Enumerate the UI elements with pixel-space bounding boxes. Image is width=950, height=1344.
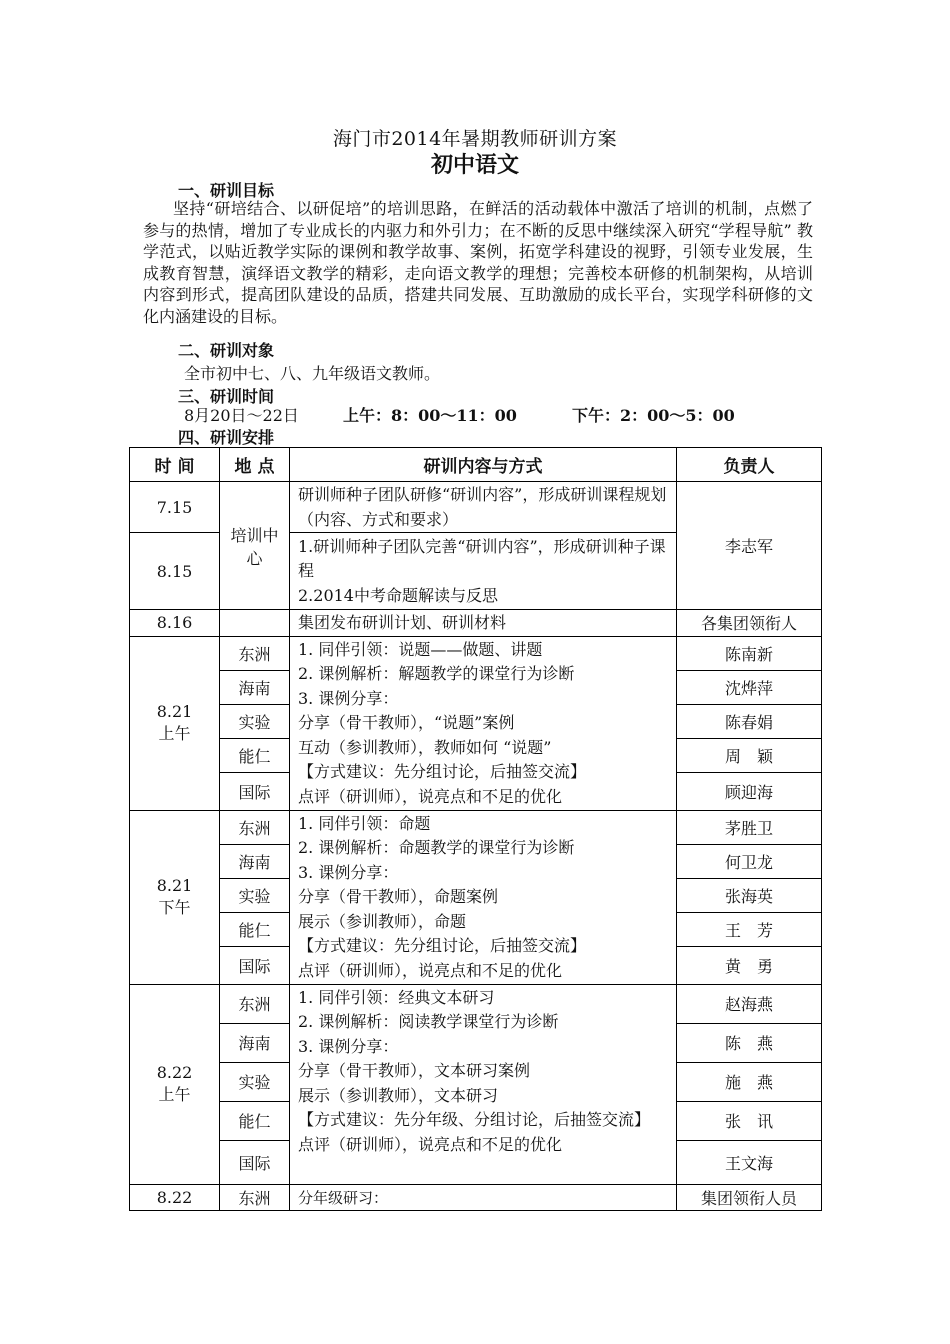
content-line: 2. 课例解析：命题教学的课堂行为诊断: [298, 838, 575, 857]
content-line: 分享（骨干教师），命题案例: [298, 887, 499, 906]
cell-owner: 周 颖: [677, 738, 822, 772]
header-location: 地 点: [220, 448, 290, 482]
section-target-text: 全市初中七、八、九年级语文教师。: [184, 364, 441, 383]
cell-owner: 王 芳: [677, 912, 822, 946]
section-goal-text: 坚持“研培结合、以研促培”的培训思路，在鲜活的活动载体中激活了培训的机制，点燃了参与的热情，增加了专业成长的内驱力和外引力；在不断的反思中继续深入研究“学程导航” 教学范式，以贴近教学实际的课例和教学故事、案例，拓宽学科建设的视野，引领专业发展，生成教育智慧，演绎语文教学的精彩，走向语文教学的理想；完善校本研修的机制架构，从培训内容到形式，提高团队建设的品质，搭建共同发展、互助激励的成长平台，实现学科研修的文化内涵建设的目标。: [143, 199, 813, 326]
cell-location: 能仁: [220, 738, 290, 772]
content-line: 1. 同伴引领：说题——做题、讲题: [298, 639, 543, 659]
cell-owner: 施 燕: [677, 1062, 822, 1101]
cell-time: [130, 810, 220, 984]
cell-location: 海南: [220, 1023, 290, 1062]
cell-time: [130, 984, 220, 1184]
document-subtitle: 初中语文: [430, 152, 519, 178]
cell-location: [220, 610, 290, 637]
cell-location: 东洲: [220, 636, 290, 670]
cell-location: 能仁: [220, 1101, 290, 1140]
section-time-morning: 上午：8：00～11：00: [343, 406, 517, 425]
cell-location: 东洲: [220, 810, 290, 844]
content-line: 【方式建议：先分年级、分组讨论，后抽签交流】: [298, 1110, 651, 1129]
time-period: 上午: [158, 1085, 191, 1104]
cell-owner: 李志军: [677, 482, 822, 610]
time-date: 8.21: [156, 702, 193, 721]
document-title: 海门市2014年暑期教师研训方案: [332, 128, 618, 150]
cell-owner: 何卫龙: [677, 844, 822, 878]
cell-location: 国际: [220, 772, 290, 810]
cell-content: [290, 533, 677, 610]
time-date: 8.21: [156, 876, 193, 895]
content-line: 3. 课例分享：: [298, 862, 399, 882]
cell-location: 国际: [220, 1140, 290, 1184]
cell-location: 实验: [220, 878, 290, 912]
cell-time: 7.15: [130, 482, 220, 533]
cell-owner: 陈南新: [677, 636, 822, 670]
content-line: 互动（参训教师），教师如何 “说题”: [298, 737, 552, 757]
cell-location: 海南: [220, 670, 290, 704]
content-line: 2.2014中考命题解读与反思: [298, 585, 498, 605]
content-line: 点评（研训师），说亮点和不足的优化: [298, 960, 563, 980]
content-line: 分享（骨干教师），“说题”案例: [298, 713, 515, 732]
header-content: 研训内容与方式: [290, 448, 677, 482]
cell-time: 8.16: [130, 610, 220, 637]
content-line: 3. 课例分享：: [298, 688, 399, 708]
cell-owner: 沈烨萍: [677, 670, 822, 704]
content-line: 点评（研训师），说亮点和不足的优化: [298, 1134, 563, 1154]
section-goal-heading: 一、研训目标: [178, 181, 275, 200]
cell-time: 8.22: [130, 1184, 220, 1211]
content-line: 【方式建议：先分组讨论，后抽签交流】: [298, 762, 587, 781]
cell-owner: 顾迎海: [677, 772, 822, 810]
cell-owner: 茅胜卫: [677, 810, 822, 844]
content-line: 1. 同伴引领：命题: [298, 813, 431, 833]
header-time: 时 间: [130, 448, 220, 482]
cell-location: 实验: [220, 704, 290, 738]
section-time-afternoon: 下午：2：00～5：00: [572, 406, 735, 425]
cell-location: 实验: [220, 1062, 290, 1101]
cell-owner: 陈春娟: [677, 704, 822, 738]
cell-content: [290, 810, 677, 984]
cell-owner: 黄 勇: [677, 946, 822, 984]
table-row: [130, 482, 822, 533]
time-period: 上午: [158, 724, 191, 743]
content-line: 3. 课例分享：: [298, 1036, 399, 1056]
content-text: 研训师种子团队研修“研训内容”，形成研训课程规划（内容、方式和要求）: [298, 485, 667, 529]
table-header-row: [130, 448, 822, 482]
content-line: 2. 课例解析：解题教学的课堂行为诊断: [298, 664, 575, 683]
cell-owner: 陈 燕: [677, 1023, 822, 1062]
cell-location: 东洲: [220, 984, 290, 1023]
section-schedule-heading: 四、研训安排: [178, 428, 275, 447]
location-text: 培训中心: [230, 525, 279, 568]
cell-location: [220, 482, 290, 610]
cell-content: 分年级研习：: [290, 1184, 677, 1211]
cell-content: [290, 482, 677, 533]
content-line: 展示（参训教师），文本研习: [298, 1085, 499, 1105]
content-line: 展示（参训教师），命题: [298, 911, 467, 931]
cell-location: 海南: [220, 844, 290, 878]
time-date: 8.22: [156, 1063, 193, 1082]
cell-location: 能仁: [220, 912, 290, 946]
time-period: 下午: [158, 898, 191, 917]
content-line: 【方式建议：先分组讨论，后抽签交流】: [298, 936, 587, 955]
content-line: 点评（研训师），说亮点和不足的优化: [298, 786, 563, 806]
cell-time: [130, 636, 220, 810]
table-row: [130, 984, 822, 1023]
cell-content: 集团发布研训计划、研训材料: [290, 610, 677, 637]
cell-location: 国际: [220, 946, 290, 984]
content-line: 1.研训师种子团队完善“研训内容”，形成研训种子课程: [298, 536, 666, 581]
table-row: [130, 810, 822, 844]
cell-owner: 张海英: [677, 878, 822, 912]
table-row: [130, 610, 822, 637]
table-row: [130, 1184, 822, 1211]
section-target-heading: 二、研训对象: [178, 341, 275, 360]
content-line: 1. 同伴引领：经典文本研习: [298, 987, 495, 1007]
cell-owner: 集团领衔人员: [677, 1184, 822, 1211]
section-time-date: 8月20日～22日: [184, 406, 299, 425]
header-owner: 负责人: [677, 448, 822, 482]
cell-owner: 各集团领衔人: [677, 610, 822, 637]
cell-time: 8.15: [130, 533, 220, 610]
schedule-table: [129, 447, 822, 1211]
cell-content: [290, 984, 677, 1184]
content-line: 分享（骨干教师），文本研习案例: [298, 1061, 531, 1080]
cell-owner: 王文海: [677, 1140, 822, 1184]
cell-owner: 赵海燕: [677, 984, 822, 1023]
section-time-heading: 三、研训时间: [178, 387, 275, 406]
table-row: [130, 636, 822, 670]
cell-location: 东洲: [220, 1184, 290, 1211]
cell-content: [290, 636, 677, 810]
content-line: 2. 课例解析：阅读教学课堂行为诊断: [298, 1012, 559, 1031]
cell-owner: 张 讯: [677, 1101, 822, 1140]
